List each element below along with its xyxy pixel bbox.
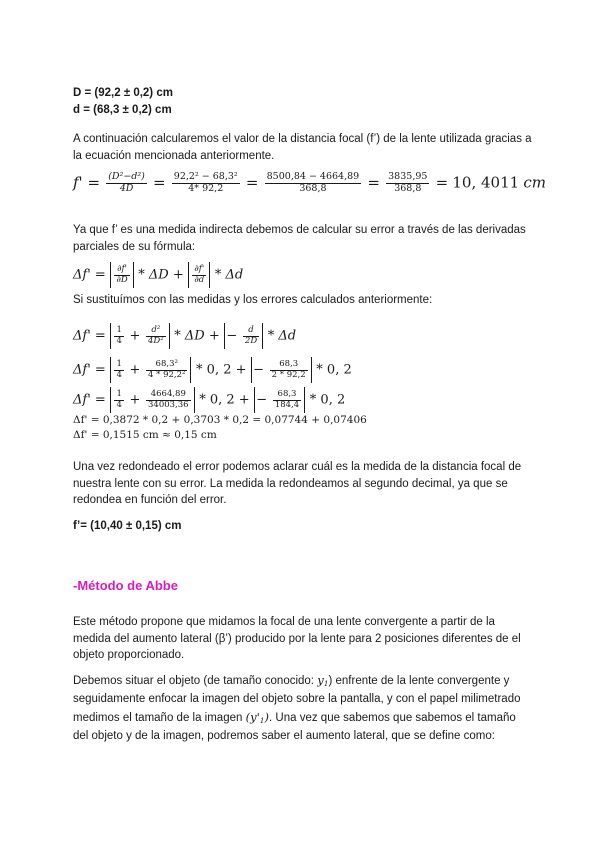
eq-sub3-frac-b (146, 390, 191, 411)
eq-sub3-a-num: 1 (116, 388, 122, 399)
result-focal: f’= (10,40 ± 0,15) cm (73, 520, 182, 532)
eq-sub2-a-den: 4 (116, 369, 122, 380)
eq-sub2-a-num: 1 (116, 358, 122, 369)
paragraph-substitute: Si sustituímos con las medidas y los errores calculados anteriormente: (73, 294, 433, 306)
eq-focal-frac-1 (106, 172, 147, 195)
eq-sub3-plus: + (129, 392, 141, 408)
eq-gen-term-2: * Δd (214, 267, 244, 283)
eq-sub3-frac-a (114, 390, 123, 411)
eq-sub3-c-den: 184,4 (274, 399, 300, 410)
eq-focal-frac-1-den: 4D (119, 182, 134, 194)
eq-sub3-a-den: 4 (116, 399, 122, 410)
eq-sub2-c-num: 68,3 (270, 360, 308, 371)
eq-gen-term-1: * ΔD + (138, 267, 184, 283)
eq-sub1-c-num: d (243, 326, 259, 337)
eq-gen-deriv-d (192, 265, 206, 286)
eq-sub1-c-den: 2D (244, 335, 258, 346)
eq-sub3-b-den: 34003,36 (148, 399, 189, 410)
eq-sub1-frac-c (243, 326, 259, 347)
equation-error-general (73, 262, 243, 288)
eq-gen-lhs: Δf' = (73, 267, 106, 283)
eq-sub2-term-2: * 0, 2 (316, 362, 352, 378)
eq-sub2-frac-a (114, 360, 123, 381)
measurement-D: D = (92,2 ± 0,2) cm (73, 87, 173, 99)
eq-sub2-term-1: * 0, 2 + (196, 362, 247, 378)
eq-sub2-plus: + (129, 362, 141, 378)
eq-focal-unit: cm (523, 173, 546, 192)
eq-sub3-frac-c (273, 390, 301, 411)
paragraph-intro: A continuación calcularemos el valor de la distancia focal (f’) de la lente utilizada gracias a la ecuación mencionada anteriormente. (73, 133, 532, 162)
eq-sub3-term-1: * 0, 2 + (199, 392, 250, 408)
eq-sub2-b-num: 68,3² (146, 360, 187, 371)
paragraph-abbe-intro: Este método propone que midamos la focal de una lente convergente a partir de la medida del aumento lateral (β’) producido por la lente para 2 posiciones diferentes de el objeto proporcionado. (73, 616, 521, 661)
abbe-text-c: . Una vez que sabemos que sabemos el tamaño del objeto y de la imagen, podremos saber el aumento lateral, que se define como: (73, 712, 516, 742)
eq-focal-frac-4-den: 368,8 (394, 182, 422, 194)
eq-focal-frac-3-num: 8500,84 − 4664,89 (266, 171, 360, 182)
symbol-y-prime-1: $(y'_1)$ (245, 710, 270, 726)
eq-sub2-c-den: 2 * 92,2 (271, 369, 306, 380)
eq-gen-deriv-d-num: ∂f' (194, 263, 205, 274)
eq-focal-frac-2-num: 92,2² − 68,3² (173, 171, 238, 182)
equation-focal (73, 172, 546, 195)
eq-focal-equals-1: = (153, 173, 166, 192)
eq-sub2-b-den: 4 * 92,2² (148, 369, 186, 380)
eq-focal-frac-3-den: 368,8 (299, 182, 327, 194)
equation-sub-1 (73, 323, 296, 349)
eq-focal-frac-4-num: 3835,95 (388, 171, 428, 182)
eq-sub3-term-2: * 0, 2 (309, 392, 346, 408)
eq-focal-frac-2-den: 4* 92,2 (188, 182, 224, 194)
eq-sub1-b-num: d² (146, 326, 166, 337)
eq-sub3-lhs: Δf' = (73, 392, 106, 408)
eq-sub1-term-1: * ΔD + (174, 328, 220, 344)
eq-gen-deriv-D-num: ∂f' (114, 265, 129, 276)
paragraph-rounding: Una vez redondeado el error podemos aclarar cuál es la medida de la distancia focal de nuestra lente con su error. La medida la redondeamos al segundo decimal, ya que se redondea en función del error. (73, 461, 522, 506)
abbe-text-b: ) enfrente de la lente convergente y seguidamente enfocar la imagen del objeto sobre la pantalla, y con el papel milimetrado medimos el tamaño de la imagen (73, 675, 521, 724)
abbe-text-a: Debemos situar el objeto (de tamaño conocido: (73, 675, 315, 687)
paragraph-indirect: Ya que f’ es una medida indirecta debemos de calcular su error a través de las derivadas parciales de su fórmula: (73, 224, 526, 253)
eq-focal-frac-2 (172, 172, 240, 195)
eq-sub2-minus: − (253, 362, 265, 378)
eq-sub2-lhs: Δf' = (73, 362, 106, 378)
paragraph-abbe-procedure (73, 671, 533, 745)
eq-sub1-a-den: 4 (116, 335, 122, 346)
eq-gen-deriv-D-den: ∂D (116, 274, 128, 285)
eq-sub1-lhs: Δf' = (73, 328, 106, 344)
eq-sub2-frac-c (270, 360, 308, 381)
section-heading-abbe: -Método de Abbe (73, 578, 178, 593)
eq-sub3-b-num: 4664,89 (146, 390, 191, 401)
measurement-d: d = (68,3 ± 0,2) cm (73, 104, 172, 116)
eq-gen-deriv-d-den: ∂d (194, 274, 205, 285)
symbol-y1: $y_1$ (317, 673, 329, 689)
equation-sub-2 (73, 357, 352, 383)
equation-sub-3 (73, 387, 345, 413)
equation-numeric-2: Δf' = 0,1515 cm ≈ 0,15 cm (73, 429, 217, 441)
eq-focal-frac-4 (386, 172, 429, 195)
eq-focal-result: 10, 4011 (452, 173, 520, 192)
eq-sub3-c-num: 68,3 (273, 390, 301, 401)
eq-focal-frac-1-num: (D²−d²) (108, 171, 145, 182)
eq-focal-equals-4: = (435, 173, 449, 192)
eq-gen-deriv-D (114, 265, 129, 286)
eq-sub1-frac-a (114, 326, 123, 347)
eq-focal-equals-2: = (245, 173, 259, 192)
eq-sub1-term-2: * Δd (267, 328, 297, 344)
eq-sub2-frac-b (146, 360, 187, 381)
eq-sub3-minus: − (256, 392, 268, 408)
equation-numeric-1: Δf' = 0,3872 * 0,2 + 0,3703 * 0,2 = 0,07744 + 0,07406 (73, 414, 367, 426)
eq-sub1-plus: + (129, 328, 141, 344)
eq-sub1-b-den: 4D² (148, 335, 164, 346)
eq-sub1-frac-b (146, 326, 166, 347)
eq-sub1-a-num: 1 (116, 324, 122, 335)
eq-focal-equals-3: = (367, 173, 380, 192)
eq-focal-frac-3 (265, 172, 362, 195)
eq-sub1-minus: − (226, 328, 238, 344)
eq-focal-lhs: f' = (73, 173, 101, 192)
